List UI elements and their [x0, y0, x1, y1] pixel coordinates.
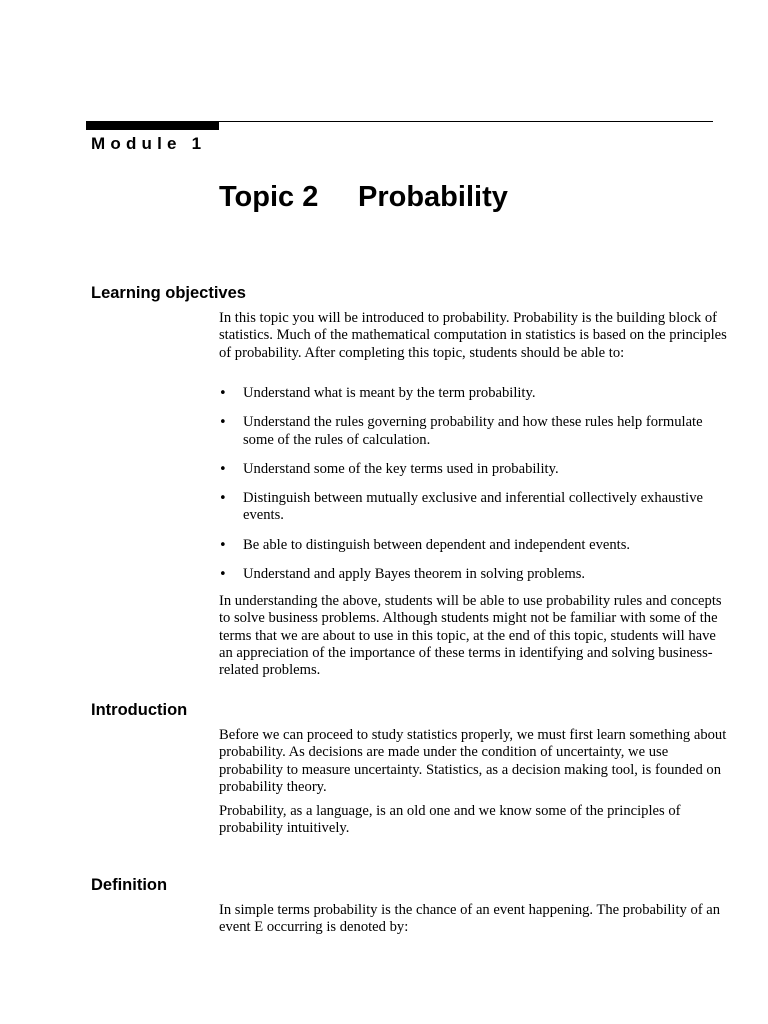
definition-heading: Definition	[91, 876, 168, 894]
list-item	[219, 385, 709, 402]
list-item	[219, 461, 709, 478]
topic-name: Probability	[358, 181, 508, 213]
intro-paragraph: In this topic you will be introduced to probability. Probability is the building block of statistics. Much of the mathematical computation in statistics is based on the principles of probability. After completing this topic, students should be able to:	[219, 310, 727, 361]
definition-body	[219, 902, 729, 937]
bullet-icon: •	[219, 461, 227, 477]
list-item	[219, 414, 709, 449]
module-label: Module 1	[91, 134, 207, 153]
bullet-icon: •	[219, 537, 227, 553]
bullet-icon: •	[219, 386, 227, 401]
list-item-text: Understand some of the key terms used in probability.	[243, 460, 559, 477]
list-item-text: Be able to distinguish between dependent and independent events.	[243, 536, 631, 553]
paragraph: Before we can proceed to study statistics properly, we must first learn something about probability. As decisions are made under the condition of uncertainty, we use probability to measure uncertainty. Statistics, as a decision making tool, is founded on probability theory.	[219, 727, 727, 795]
list-item	[219, 566, 709, 583]
bullet-icon: •	[219, 567, 227, 583]
learning-objectives-intro	[219, 310, 729, 362]
bullet-icon: •	[219, 491, 227, 507]
list-item	[219, 537, 709, 554]
list-item-text: Understand the rules governing probability and how these rules help formulate some of the rules of calculation.	[243, 414, 703, 448]
list-item-text: Understand what is meant by the term probability.	[243, 385, 536, 401]
objectives-list	[219, 385, 709, 595]
introduction-heading: Introduction	[91, 701, 188, 719]
learning-objectives-closing	[219, 593, 729, 679]
list-item	[219, 490, 709, 525]
list-item-text: Distinguish between mutually exclusive and inferential collectively exhaustive events.	[243, 490, 703, 524]
list-item-text: Understand and apply Bayes theorem in solving problems.	[243, 566, 586, 583]
page-title	[219, 180, 508, 214]
learning-objectives-heading: Learning objectives	[91, 284, 246, 302]
closing-paragraph: In understanding the above, students will be able to use probability rules and concepts to solve business problems. Although students might not be familiar with some of the terms that we are about to use in this topic, at the end of this topic, students will have an appreciation of the importance of these terms in identifying and solving business-related problems.	[219, 593, 722, 679]
bullet-icon: •	[219, 415, 227, 431]
paragraph: Probability, as a language, is an old one and we know some of the principles of probability intuitively.	[219, 803, 681, 837]
topic-number: Topic 2	[219, 181, 319, 213]
paragraph: In simple terms probability is the chance of an event happening. The probability of an event E occurring is denoted by:	[219, 902, 721, 936]
introduction-body	[219, 727, 729, 838]
header-rule-accent	[86, 121, 219, 130]
